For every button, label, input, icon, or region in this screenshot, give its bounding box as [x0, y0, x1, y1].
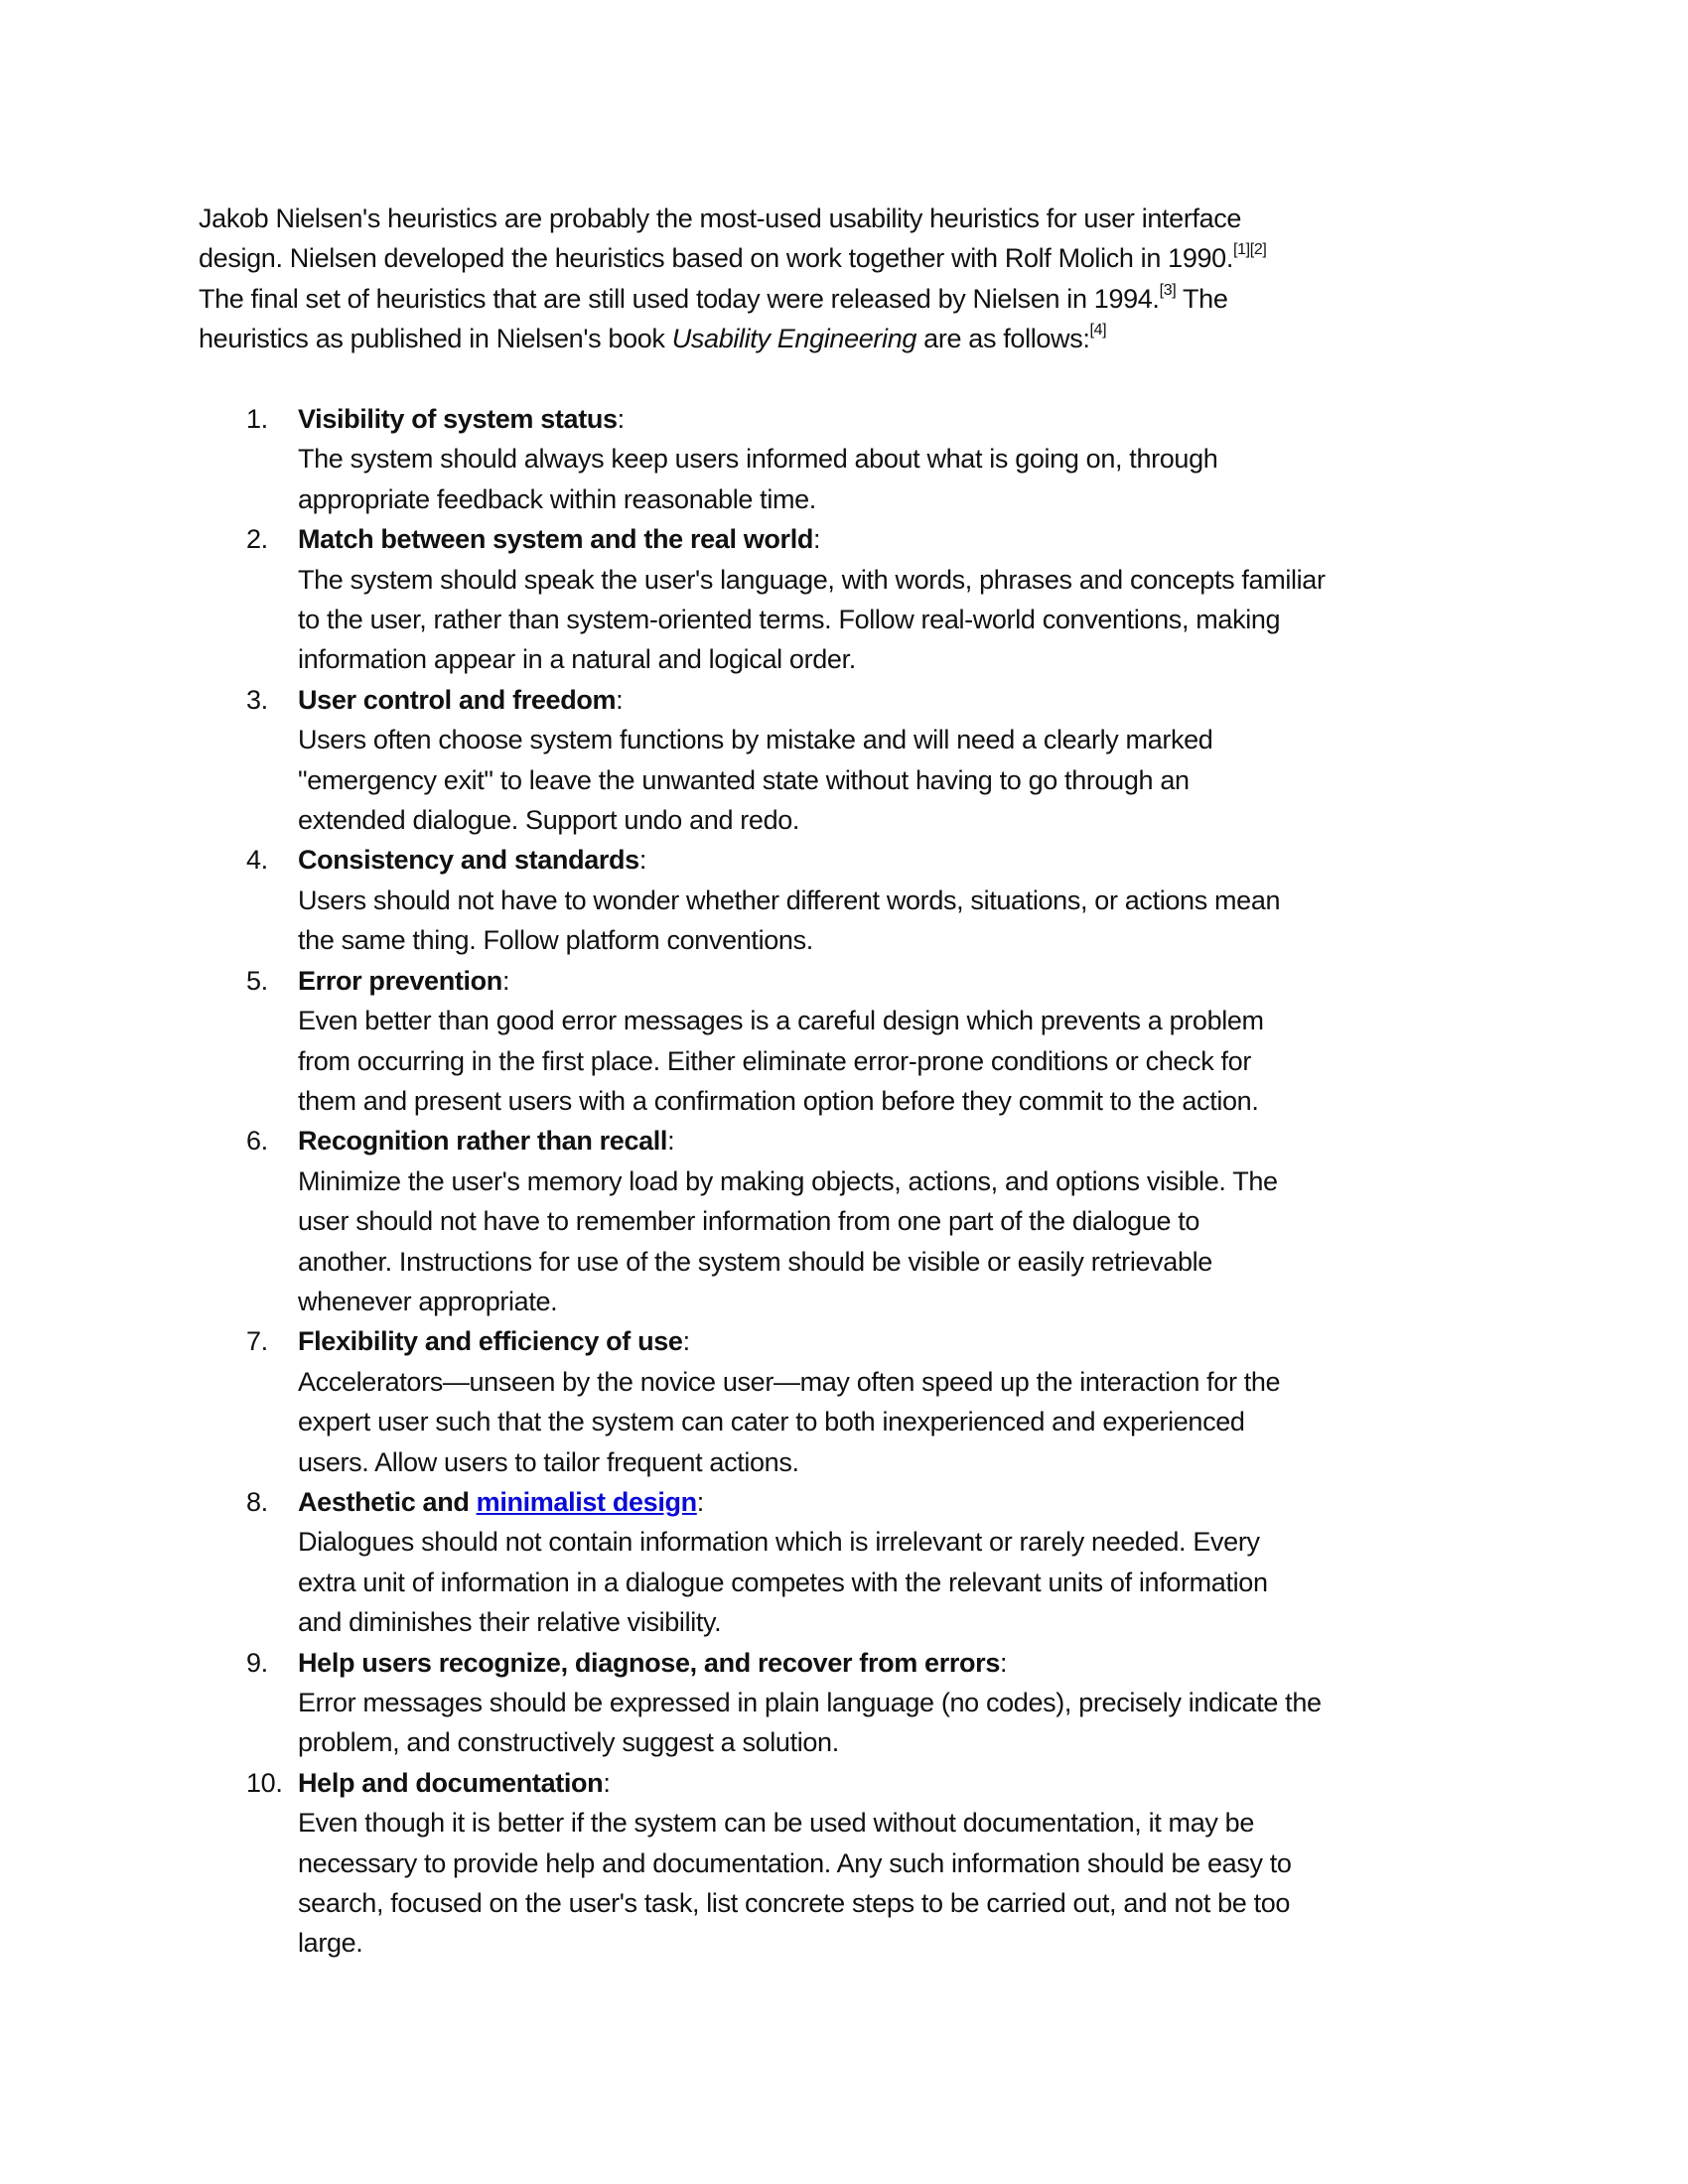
intro-line: Jakob Nielsen's heuristics are probably the most-used usability heuristics for user interface — [199, 204, 1242, 233]
citation[interactable]: [3] — [1159, 281, 1177, 299]
heuristic-heading: Recognition rather than recall: — [298, 1126, 675, 1157]
heuristic-heading: Consistency and standards: — [298, 845, 647, 876]
list-number: 1. — [246, 404, 268, 435]
heuristic-description-line: necessary to provide help and documentation. Any such information should be easy to — [298, 1847, 1292, 1878]
heuristic-description-line: user should not have to remember information from one part of the dialogue to — [298, 1206, 1200, 1237]
citation[interactable]: [1][2] — [1232, 241, 1267, 259]
heuristic-item — [199, 1482, 1499, 1643]
list-number: 5. — [246, 965, 268, 996]
heuristic-item — [199, 1121, 1499, 1321]
heuristic-description-line: the same thing. Follow platform conventions. — [298, 925, 813, 956]
heuristic-item — [199, 680, 1499, 841]
heuristic-description-line: users. Allow users to tailor frequent actions. — [298, 1446, 799, 1477]
heuristic-item — [199, 1321, 1499, 1482]
heuristic-heading: Flexibility and efficiency of use: — [298, 1326, 690, 1357]
heuristic-title: Match between system and the real world — [298, 524, 813, 555]
heuristic-title: Help users recognize, diagnose, and recover from errors — [298, 1647, 1000, 1678]
heuristic-description-line: appropriate feedback within reasonable time. — [298, 483, 816, 514]
heuristic-description-line: extended dialogue. Support undo and redo. — [298, 805, 800, 836]
heuristic-title: Consistency and standards — [298, 845, 639, 876]
heuristic-heading: User control and freedom: — [298, 684, 624, 715]
heuristic-description-line: extra unit of information in a dialogue competes with the relevant units of information — [298, 1567, 1268, 1597]
heuristic-description-line: Users often choose system functions by mistake and will need a clearly marked — [298, 725, 1213, 755]
heuristic-heading: Aesthetic and minimalist design: — [298, 1486, 704, 1517]
heuristic-description-line: Accelerators—unseen by the novice user—may often speed up the interaction for the — [298, 1366, 1281, 1397]
heuristic-description-line: The system should speak the user's language, with words, phrases and concepts familiar — [298, 564, 1326, 595]
list-number: 10. — [246, 1767, 283, 1798]
heuristic-description-line: "emergency exit" to leave the unwanted state without having to go through an — [298, 764, 1190, 795]
heuristic-description-line: to the user, rather than system-oriented terms. Follow real-world conventions, making — [298, 605, 1281, 635]
heuristic-description-line: large. — [298, 1928, 363, 1959]
heuristic-item — [199, 1763, 1499, 1964]
heuristic-title: User control and freedom — [298, 684, 617, 715]
heuristic-description-line: Even better than good error messages is a careful design which prevents a problem — [298, 1006, 1264, 1036]
heuristic-heading: Help users recognize, diagnose, and recover from errors: — [298, 1647, 1008, 1678]
list-number: 4. — [246, 845, 268, 876]
heuristic-description-line: Minimize the user's memory load by making objects, actions, and options visible. The — [298, 1165, 1278, 1196]
intro-line: design. Nielsen developed the heuristics based on work together with Rolf Molich in 1990.[1][2] — [199, 241, 1267, 274]
heuristic-description-line: Even though it is better if the system can be used without documentation, it may be — [298, 1808, 1255, 1839]
heuristic-heading: Match between system and the real world: — [298, 524, 821, 555]
list-number: 2. — [246, 524, 268, 555]
list-number: 7. — [246, 1326, 268, 1357]
spacer — [199, 359, 1499, 399]
heuristic-description-line: Users should not have to wonder whether different words, situations, or actions mean — [298, 885, 1281, 915]
heuristic-heading: Help and documentation: — [298, 1767, 611, 1798]
heuristic-item — [199, 1643, 1499, 1763]
heuristic-item — [199, 519, 1499, 680]
heuristics-list — [199, 399, 1499, 1964]
heuristic-description-line: Dialogues should not contain information which is irrelevant or rarely needed. Every — [298, 1527, 1260, 1558]
heuristic-title: Flexibility and efficiency of use — [298, 1326, 683, 1357]
heuristic-heading: Error prevention: — [298, 965, 510, 996]
heuristic-title: Recognition rather than recall — [298, 1126, 668, 1157]
heuristic-description-line: The system should always keep users informed about what is going on, through — [298, 444, 1218, 475]
heuristic-heading: Visibility of system status: — [298, 404, 625, 435]
intro-line: heuristics as published in Nielsen's book Usability Engineering are as follows:[4] — [199, 322, 1107, 354]
heuristic-description-line: search, focused on the user's task, list concrete steps to be carried out, and not be too — [298, 1888, 1291, 1919]
list-number: 6. — [246, 1126, 268, 1157]
minimalist-design-link[interactable]: minimalist design — [476, 1486, 697, 1517]
heuristic-title: Visibility of system status — [298, 404, 618, 435]
list-number: 9. — [246, 1647, 268, 1678]
intro-line: The final set of heuristics that are still used today were released by Nielsen in 1994.[3] The — [199, 281, 1228, 314]
heuristic-description-line: expert user such that the system can cater to both inexperienced and experienced — [298, 1407, 1245, 1437]
book-title: Usability Engineering — [671, 324, 917, 354]
heuristic-title: Error prevention — [298, 965, 502, 996]
heuristic-item — [199, 961, 1499, 1122]
heuristic-item — [199, 399, 1499, 519]
heuristic-item — [199, 840, 1499, 960]
heuristic-title: Help and documentation — [298, 1767, 604, 1798]
list-number: 3. — [246, 684, 268, 715]
heuristic-description-line: whenever appropriate. — [298, 1286, 558, 1316]
heuristic-title: Aesthetic and minimalist design — [298, 1486, 697, 1517]
list-number: 8. — [246, 1486, 268, 1517]
heuristic-description-line: information appear in a natural and logical order. — [298, 644, 856, 675]
intro-paragraph — [199, 199, 1499, 359]
heuristic-description-line: Error messages should be expressed in plain language (no codes), precisely indicate the — [298, 1688, 1322, 1718]
heuristic-description-line: and diminishes their relative visibility. — [298, 1607, 722, 1638]
heuristic-description-line: another. Instructions for use of the system should be visible or easily retrievable — [298, 1246, 1212, 1277]
heuristic-description-line: from occurring in the first place. Either eliminate error-prone conditions or check for — [298, 1045, 1251, 1076]
citation[interactable]: [4] — [1089, 322, 1107, 340]
heuristic-description-line: problem, and constructively suggest a solution. — [298, 1727, 839, 1758]
heuristic-description-line: them and present users with a confirmation option before they commit to the action. — [298, 1085, 1259, 1116]
document-page — [199, 199, 1499, 1964]
